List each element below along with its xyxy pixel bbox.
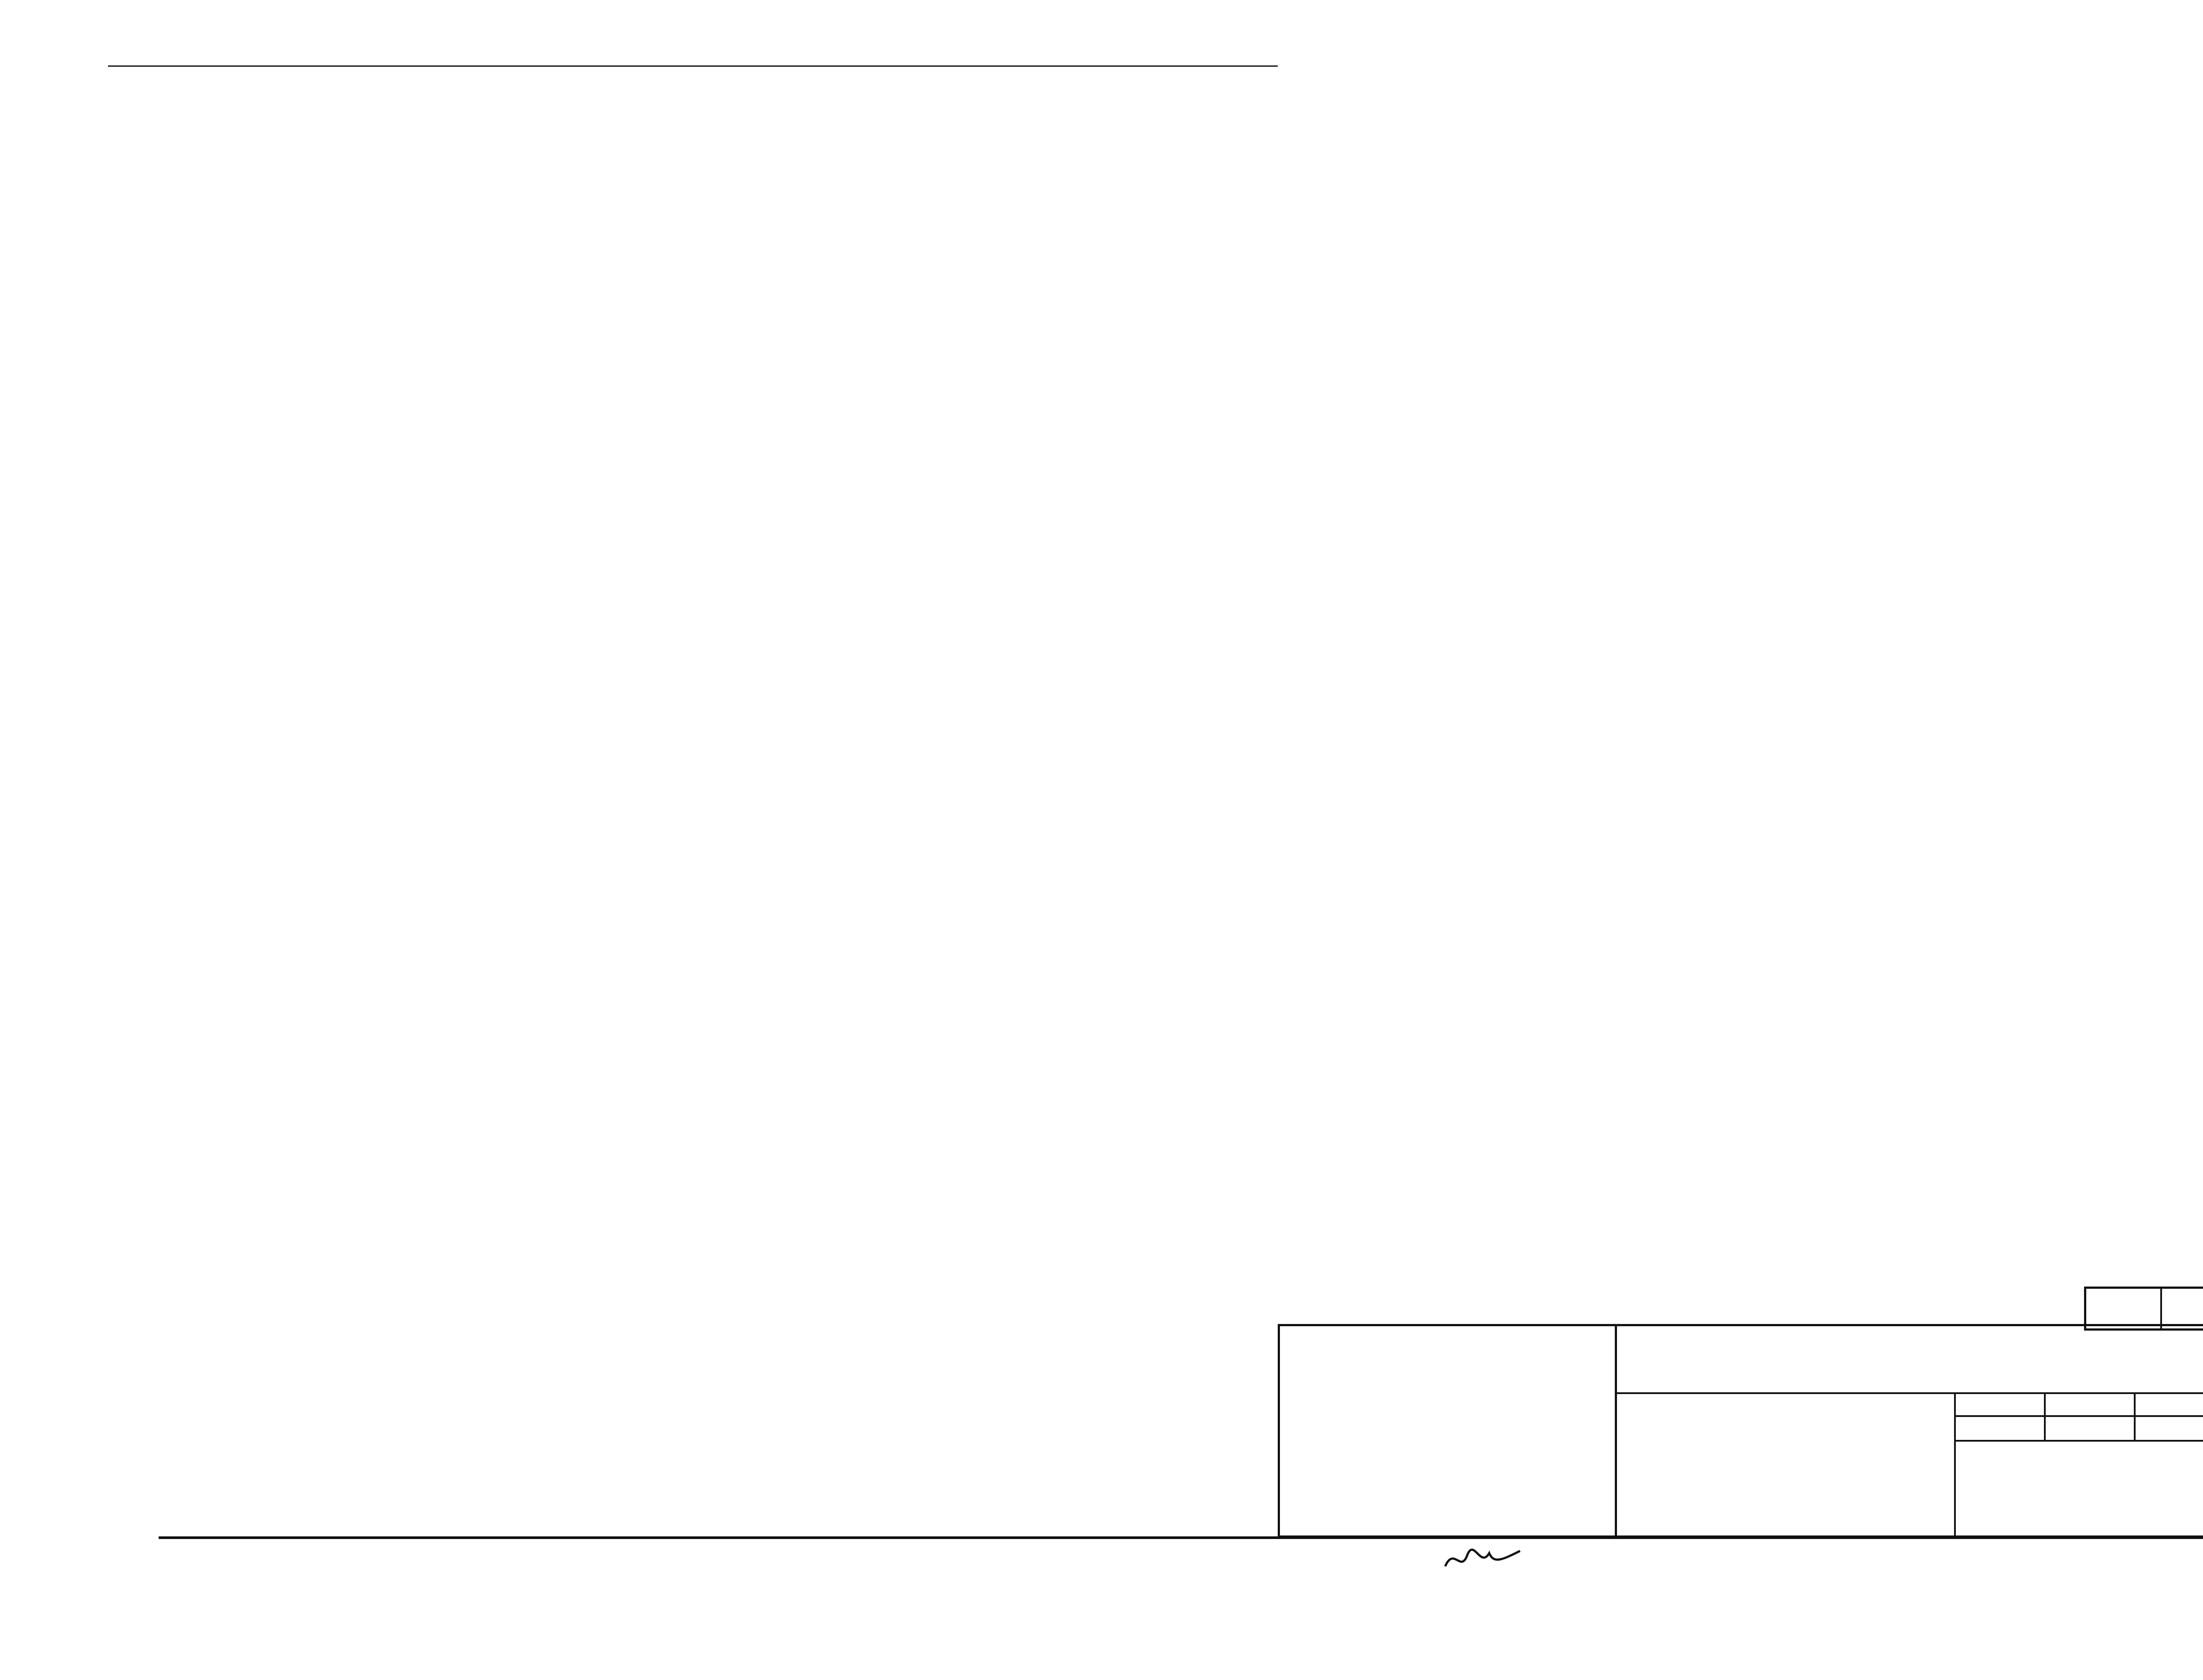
sheets-header xyxy=(2136,1392,2203,1415)
stage-value xyxy=(1956,1417,2046,1440)
sheet-header xyxy=(2046,1392,2136,1415)
copyist-signature xyxy=(1441,1542,1529,1577)
sheets-value xyxy=(2136,1417,2203,1440)
sheet-ref-b xyxy=(2162,1289,2203,1328)
doc-code xyxy=(1615,1326,2203,1394)
sheet-value xyxy=(2046,1417,2136,1440)
organization xyxy=(1956,1442,2203,1530)
stage-table xyxy=(1954,1392,2203,1538)
sheet-ref-a xyxy=(2086,1289,2162,1328)
title-block xyxy=(1278,1324,2203,1538)
stage-header xyxy=(1956,1392,2046,1415)
doc-title xyxy=(1624,1401,1950,1533)
